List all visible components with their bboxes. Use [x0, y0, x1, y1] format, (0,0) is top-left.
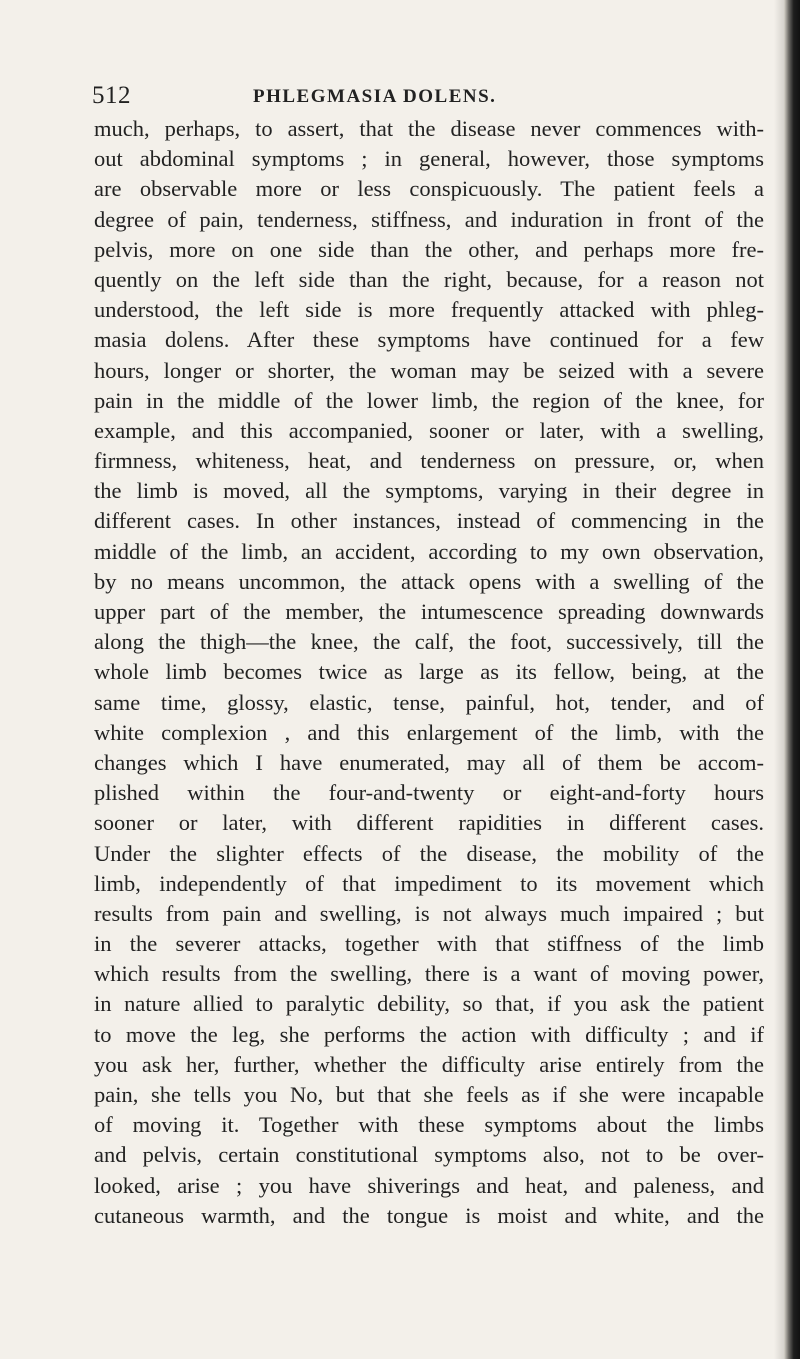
text-line: middle of the limb, an accident, according to my own observation, [94, 538, 764, 564]
text-line: firmness, whiteness, heat, and tenderness on pressure, or, when [94, 448, 764, 474]
text-line: are observable more or less conspicuously. The patient feels a [94, 176, 764, 202]
text-line: cutaneous warmth, and the tongue is moist and white, and the [94, 1202, 764, 1228]
text-line: in the severer attacks, together with that stiffness of the limb [94, 931, 764, 957]
text-line: whole limb becomes twice as large as its fellow, being, at the [94, 659, 764, 685]
text-line: to move the leg, she performs the action with difficulty ; and if [94, 1021, 764, 1047]
binding-shadow [774, 0, 784, 1359]
text-line: hours, longer or shorter, the woman may be seized with a severe [94, 357, 764, 383]
text-line: understood, the left side is more frequently attacked with phleg- [94, 297, 764, 323]
text-line: and pelvis, certain constitutional symptoms also, not to be over- [94, 1142, 764, 1168]
text-line: degree of pain, tenderness, stiffness, and induration in front of the [94, 206, 764, 232]
text-line: masia dolens. After these symptoms have continued for a few [94, 327, 764, 353]
text-line: pain, she tells you No, but that she feels as if she were incapable [94, 1082, 764, 1107]
text-line: white complexion , and this enlargement of the limb, with the [94, 719, 764, 745]
text-line: quently on the left side than the right, because, for a reason not [94, 266, 764, 292]
running-head: PHLEGMASIA DOLENS. [253, 86, 497, 107]
text-line: Under the slighter effects of the disease, the mobility of the [94, 840, 764, 866]
text-line: of moving it. Together with these symptoms about the limbs [94, 1112, 764, 1138]
text-line: out abdominal symptoms ; in general, however, those symptoms [94, 146, 764, 172]
page-number: 512 [92, 82, 131, 109]
text-line: you ask her, further, whether the difficulty arise entirely from the [94, 1051, 764, 1077]
text-line: much, perhaps, to assert, that the disease never commences with- [94, 116, 764, 141]
text-line: upper part of the member, the intumescence spreading downwards [94, 599, 764, 624]
text-line: by no means uncommon, the attack opens with a swelling of the [94, 568, 764, 594]
text-line: along the thigh—the knee, the calf, the foot, successively, till the [94, 629, 764, 655]
text-line: limb, independently of that impediment to its movement which [94, 870, 764, 896]
text-line: example, and this accompanied, sooner or later, with a swelling, [94, 417, 764, 443]
text-line: the limb is moved, all the symptoms, varying in their degree in [94, 478, 764, 504]
text-line: results from pain and swelling, is not always much impaired ; but [94, 900, 764, 926]
text-line: looked, arise ; you have shiverings and heat, and paleness, and [94, 1172, 764, 1198]
text-line: pelvis, more on one side than the other, and perhaps more fre- [94, 236, 764, 262]
text-line: changes which I have enumerated, may all of them be accom- [94, 749, 764, 775]
body-text [94, 114, 764, 1231]
text-line: which results from the swelling, there is a want of moving power, [94, 961, 764, 987]
text-line: pain in the middle of the lower limb, the region of the knee, for [94, 387, 764, 413]
text-line: in nature allied to paralytic debility, so that, if you ask the patient [94, 991, 764, 1017]
text-line: sooner or later, with different rapidities in different cases. [94, 810, 764, 836]
text-line: different cases. In other instances, instead of commencing in the [94, 508, 764, 534]
text-line: plished within the four-and-twenty or eight-and-forty hours [94, 780, 764, 806]
text-line: same time, glossy, elastic, tense, painful, hot, tender, and of [94, 689, 764, 715]
book-binding [784, 0, 800, 1359]
